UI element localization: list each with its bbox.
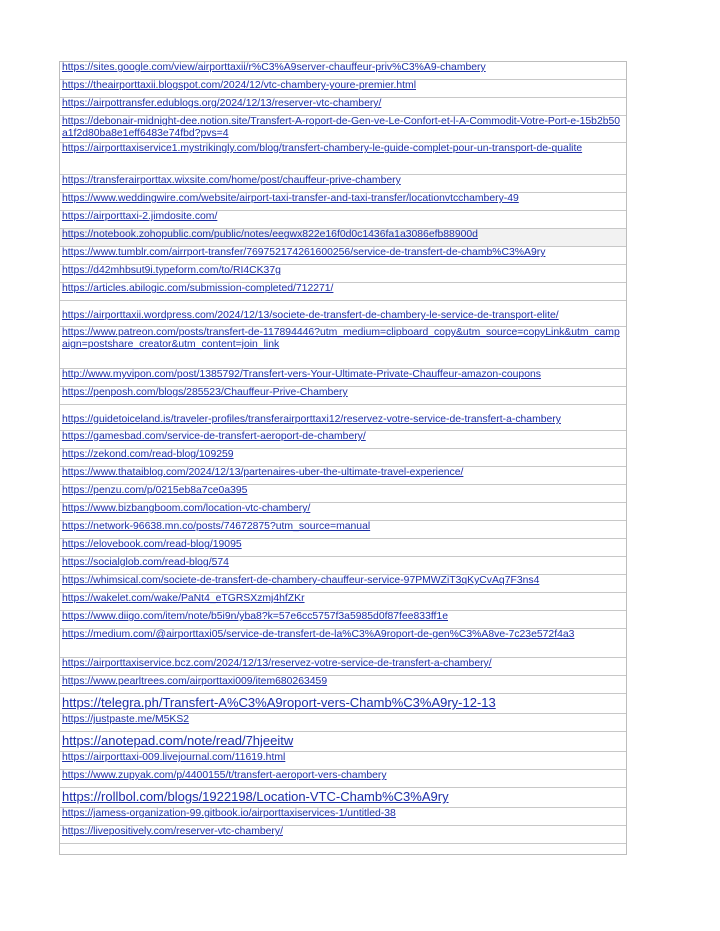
table-row: [60, 283, 626, 301]
link[interactable]: https://airpottransfer.edublogs.org/2024/12/13/reserver-vtc-chambery/: [62, 98, 382, 109]
link[interactable]: https://gamesbad.com/service-de-transfert-aeroport-de-chambery/: [62, 431, 366, 442]
table-row: [60, 593, 626, 611]
table-row: [60, 658, 626, 676]
link-table: [59, 61, 627, 855]
link[interactable]: https://wakelet.com/wake/PaNt4_eTGRSXzmj4hfZKr: [62, 593, 305, 604]
link[interactable]: https://airporttaxiservice1.mystrikingly.com/blog/transfert-chambery-le-guide-complet-pour-un-transport-de-qualite: [62, 143, 583, 154]
link[interactable]: https://justpaste.me/M5KS2: [62, 714, 190, 725]
link[interactable]: https://notebook.zohopublic.com/public/notes/eegwx822e16f0d0c1436fa1a3086efb88900d: [62, 229, 478, 240]
link[interactable]: https://www.zupyak.com/p/4400155/t/transfert-aeroport-vers-chambery: [62, 770, 387, 781]
table-row: [60, 575, 626, 593]
link[interactable]: https://airporttaxi-2.jimdosite.com/: [62, 211, 218, 222]
link[interactable]: https://penposh.com/blogs/285523/Chauffeur-Prive-Chambery: [62, 387, 348, 398]
link[interactable]: https://elovebook.com/read-blog/19095: [62, 539, 242, 550]
table-row: [60, 694, 626, 714]
table-row: [60, 826, 626, 844]
link[interactable]: https://sites.google.com/view/airporttaxii/r%C3%A9server-chauffeur-priv%C3%A9-chambery: [62, 62, 486, 73]
table-row: [60, 175, 626, 193]
table-row: [60, 387, 626, 405]
link[interactable]: https://anotepad.com/note/read/7hjeeitw: [62, 733, 294, 748]
table-row: [60, 301, 626, 327]
link[interactable]: https://debonair-midnight-dee.notion.site/Transfert-A-roport-de-Gen-ve-Le-Confort-et-l-A-Commodit-Votre-Port-e-15b2b50a1f2d80ba8e1eff6483e74fbd?pvs=4: [62, 116, 621, 139]
table-row: [60, 467, 626, 485]
table-row: [60, 116, 626, 143]
link[interactable]: https://socialglob.com/read-blog/574: [62, 557, 229, 568]
link[interactable]: https://zekond.com/read-blog/109259: [62, 449, 234, 460]
table-row: [60, 714, 626, 732]
link[interactable]: https://penzu.com/p/0215eb8a7ce0a395: [62, 485, 248, 496]
link[interactable]: https://whimsical.com/societe-de-transfert-de-chambery-chauffeur-service-97PMWZiT3qKyCvAq7F3ns4: [62, 575, 540, 586]
table-row: [60, 485, 626, 503]
table-row: [60, 369, 626, 387]
link[interactable]: https://d42mhbsut9i.typeform.com/to/RI4CK37g: [62, 265, 281, 276]
table-row: [60, 788, 626, 808]
table-row-empty: [60, 844, 626, 854]
table-row: [60, 676, 626, 694]
table-row: [60, 629, 626, 658]
table-row: [60, 193, 626, 211]
link[interactable]: https://airporttaxi-009.livejournal.com/11619.html: [62, 752, 286, 763]
link[interactable]: https://medium.com/@airporttaxi05/service-de-transfert-de-la%C3%A9roport-de-gen%C3%A8ve-7c23e572f4a3: [62, 629, 575, 640]
table-row: [60, 521, 626, 539]
table-row: [60, 80, 626, 98]
table-row: [60, 611, 626, 629]
table-row: [60, 265, 626, 283]
table-row: [60, 327, 626, 369]
table-row: [60, 405, 626, 431]
link[interactable]: https://www.thataiblog.com/2024/12/13/partenaires-uber-the-ultimate-travel-experience/: [62, 467, 464, 478]
link[interactable]: https://livepositively.com/reserver-vtc-chambery/: [62, 826, 283, 837]
table-row: [60, 557, 626, 575]
link[interactable]: https://www.pearltrees.com/airporttaxi009/item680263459: [62, 676, 328, 687]
link[interactable]: https://www.patreon.com/posts/transfert-de-117894446?utm_medium=clipboard_copy&utm_source=copyLink&utm_campaign=postshare_creator&utm_content=join_link: [62, 327, 620, 350]
link[interactable]: https://guidetoiceland.is/traveler-profiles/transferairporttaxi12/reservez-votre-service-de-transfert-a-chambery: [62, 414, 561, 425]
table-row: [60, 539, 626, 557]
table-row: [60, 143, 626, 175]
link[interactable]: https://theairporttaxii.blogspot.com/2024/12/vtc-chambery-youre-premier.html: [62, 80, 417, 91]
link[interactable]: http://www.myvipon.com/post/1385792/Transfert-vers-Your-Ultimate-Private-Chauffeur-amazon-coupons: [62, 369, 541, 380]
table-row: [60, 503, 626, 521]
link[interactable]: https://articles.abilogic.com/submission-completed/712271/: [62, 283, 334, 294]
table-row: [60, 211, 626, 229]
table-row: [60, 247, 626, 265]
table-row: [60, 98, 626, 116]
link[interactable]: https://www.bizbangboom.com/location-vtc-chambery/: [62, 503, 311, 514]
table-row: [60, 732, 626, 752]
table-row: [60, 752, 626, 770]
link[interactable]: https://telegra.ph/Transfert-A%C3%A9roport-vers-Chamb%C3%A9ry-12-13: [62, 695, 496, 710]
table-row: [60, 229, 626, 247]
link[interactable]: https://www.weddingwire.com/website/airport-taxi-transfer-and-taxi-transfer/locationvtcchambery-49: [62, 193, 519, 204]
link[interactable]: https://network-96638.mn.co/posts/74672875?utm_source=manual: [62, 521, 371, 532]
table-row: [60, 770, 626, 788]
link[interactable]: https://airporttaxii.wordpress.com/2024/12/13/societe-de-transfert-de-chambery-le-service-de-transport-elite/: [62, 310, 559, 321]
link[interactable]: https://rollbol.com/blogs/1922198/Location-VTC-Chamb%C3%A9ry: [62, 789, 449, 804]
table-row: [60, 62, 626, 80]
link[interactable]: https://jamess-organization-99.gitbook.io/airporttaxiservices-1/untitled-38: [62, 808, 396, 819]
link[interactable]: https://airporttaxiservice.bcz.com/2024/12/13/reservez-votre-service-de-transfert-a-chambery/: [62, 658, 492, 669]
link[interactable]: https://transferairporttax.wixsite.com/home/post/chauffeur-prive-chambery: [62, 175, 401, 186]
table-row: [60, 449, 626, 467]
table-row: [60, 431, 626, 449]
link[interactable]: https://www.diigo.com/item/note/b5i9n/yba8?k=57e6cc5757f3a5985d0f87fee833ff1e: [62, 611, 448, 622]
link[interactable]: https://www.tumblr.com/airrport-transfer/769752174261600256/service-de-transfert-de-chamb%C3%A9ry: [62, 247, 546, 258]
table-row: [60, 808, 626, 826]
